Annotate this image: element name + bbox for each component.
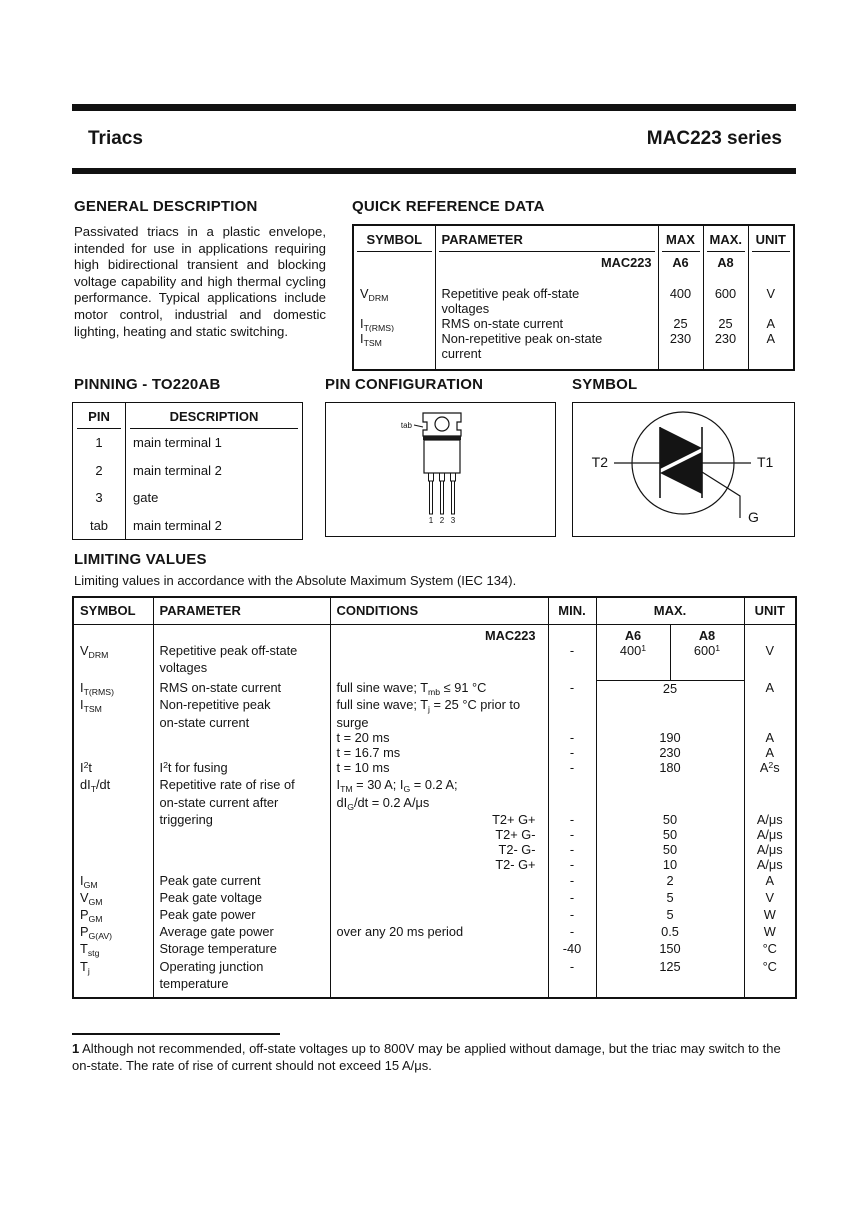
footnote <box>72 1041 796 1074</box>
cell-unit: W <box>744 907 796 924</box>
cell-conditions <box>330 907 548 924</box>
limiting-values-row <box>73 777 796 794</box>
cell-unit: A/μs <box>744 827 796 842</box>
limiting-values-row <box>73 857 796 872</box>
cell-max: 125 <box>596 959 744 976</box>
cell-conditions <box>330 890 548 907</box>
cell-parameter: Peak gate voltage <box>153 890 330 907</box>
cell-min <box>548 697 596 714</box>
quick-reference-table <box>352 224 795 371</box>
cell-max-a6 <box>658 302 703 316</box>
symbol-title: SYMBOL <box>572 376 638 393</box>
column-header-conditions: CONDITIONS <box>330 597 548 624</box>
cell-unit: $A^2s$ <box>744 760 796 777</box>
cell-min <box>548 777 596 794</box>
cell-min: - <box>548 924 596 941</box>
limiting-values-row <box>73 924 796 941</box>
cell-max: 50 <box>596 812 744 827</box>
limiting-values-row <box>73 730 796 745</box>
cell-max <box>596 697 744 714</box>
column-header-unit: UNIT <box>748 225 794 253</box>
cell-symbol <box>353 253 435 287</box>
to220-package-drawing <box>326 403 553 534</box>
cell-unit: A/μs <box>744 812 796 827</box>
cell-parameter: triggering <box>153 812 330 827</box>
cell-symbol: $V_{GM}$ <box>80 889 103 907</box>
quick-reference-row <box>353 287 794 302</box>
limiting-values-table-body <box>73 624 796 998</box>
cell-conditions: $I_{TM} = 30$ A; $I_G = 0.2$ A; <box>330 777 548 794</box>
doc-series-title: MAC223 series <box>646 128 782 149</box>
cell-parameter: Non-repetitive peak <box>153 697 330 714</box>
cell-max: 5 <box>596 890 744 907</box>
cell-unit <box>744 715 796 730</box>
quick-reference-table-body <box>353 253 794 370</box>
cell-min: - <box>548 907 596 924</box>
pinning-title: PINNING - TO220AB <box>74 376 221 393</box>
cell-min <box>548 795 596 812</box>
cell-symbol <box>73 660 153 675</box>
cell-symbol: $V_{DRM}$ <box>360 287 389 303</box>
general-description-title: GENERAL DESCRIPTION <box>74 198 258 215</box>
cell-max: 230 <box>596 745 744 760</box>
cell-conditions: MAC223 <box>330 624 548 643</box>
cell-unit: °C <box>744 959 796 976</box>
cell-max: 2 <box>596 873 744 890</box>
cell-symbol: $T_j$ <box>80 958 90 976</box>
cell-conditions: surge <box>330 715 548 730</box>
cell-min: - <box>548 812 596 827</box>
general-description-text: Passivated triacs in a plastic envelope, intended for use in applications requiring high bidirectional transient and blocking voltage capability and high thermal cycling performance. Typical applications include motor control, industrial and domestic lighting, heating and static switching. <box>74 224 326 339</box>
cell-min <box>548 624 596 643</box>
cell-min: - <box>548 730 596 745</box>
column-header-min: MIN. <box>548 597 596 624</box>
cell-parameter: Non-repetitive peak on-state <box>435 332 658 347</box>
cell-parameter: Repetitive rate of rise of <box>153 777 330 794</box>
cell-min: - <box>548 643 596 660</box>
cell-symbol <box>353 302 435 316</box>
cell-unit <box>744 795 796 812</box>
cell-conditions <box>330 959 548 976</box>
cell-parameter: RMS on-state current <box>435 317 658 332</box>
limiting-values-header-row <box>73 597 796 624</box>
limiting-values-title: LIMITING VALUES <box>74 551 207 568</box>
limiting-values-row <box>73 697 796 714</box>
cell-conditions: $dI_G/dt = 0.2$ A/μs <box>330 795 548 812</box>
cell-description: gate <box>126 485 303 513</box>
cell-parameter <box>153 842 330 857</box>
cell-max <box>596 795 744 812</box>
cell-unit: V <box>744 890 796 907</box>
column-header-unit: UNIT <box>744 597 796 624</box>
pinning-header-row <box>73 403 303 430</box>
cell-unit: A <box>748 332 794 347</box>
cell-max: 50 <box>596 827 744 842</box>
cell-max-a8: 230 <box>703 332 748 347</box>
pinning-row <box>73 485 303 513</box>
cell-conditions: T2- G+ <box>330 857 548 872</box>
column-header-parameter: PARAMETER <box>435 225 658 253</box>
cell-max: 190 <box>596 730 744 745</box>
cell-max-a6 <box>596 660 670 675</box>
cell-min <box>548 660 596 675</box>
quick-reference-row <box>353 347 794 370</box>
cell-pin: 2 <box>95 462 103 478</box>
cell-parameter <box>153 745 330 760</box>
cell-max: 5 <box>596 907 744 924</box>
cell-parameter: voltages <box>435 302 658 316</box>
cell-max: 180 <box>596 760 744 777</box>
cell-unit: A <box>744 745 796 760</box>
cell-unit: °C <box>744 941 796 958</box>
limiting-values-row <box>73 812 796 827</box>
limiting-values-subtitle: Limiting values in accordance with the Absolute Maximum System (IEC 134). <box>74 573 517 588</box>
cell-min: - <box>548 959 596 976</box>
cell-symbol <box>73 857 153 872</box>
terminal-label-t1: T1 <box>757 454 774 470</box>
quick-reference-row <box>353 253 794 287</box>
cell-pin: tab <box>89 517 109 533</box>
limiting-values-row <box>73 660 796 675</box>
cell-conditions <box>330 941 548 958</box>
cell-parameter: RMS on-state current <box>153 680 330 697</box>
cell-max <box>596 976 744 998</box>
cell-parameter: on-state current <box>153 715 330 730</box>
pinning-row <box>73 430 303 458</box>
cell-max-a6: A6 <box>596 624 670 643</box>
cell-symbol: $I_{TSM}$ <box>360 331 382 348</box>
cell-unit: A <box>748 317 794 332</box>
limiting-values-table <box>72 596 797 999</box>
cell-symbol <box>353 347 435 370</box>
limiting-values-row <box>73 795 796 812</box>
symbol-figure <box>572 402 795 537</box>
cell-description: main terminal 2 <box>126 512 303 540</box>
cell-unit: A <box>744 730 796 745</box>
cell-conditions: t = 10 ms <box>330 760 548 777</box>
header-rule <box>72 168 796 174</box>
cell-parameter: Repetitive peak off-state <box>153 643 330 660</box>
cell-conditions: t = 16.7 ms <box>330 745 548 760</box>
column-header-symbol: SYMBOL <box>73 597 153 624</box>
cell-parameter: on-state current after <box>153 795 330 812</box>
column-header-max-a6: MAX <box>658 225 703 253</box>
cell-unit <box>744 976 796 998</box>
pin-label-3: 3 <box>450 516 456 525</box>
quick-reference-title: QUICK REFERENCE DATA <box>352 198 545 215</box>
cell-conditions <box>330 873 548 890</box>
cell-max <box>596 777 744 794</box>
terminal-label-g: G <box>748 509 759 525</box>
cell-description: main terminal 2 <box>126 457 303 485</box>
cell-max-a8: 25 <box>703 317 748 332</box>
cell-symbol <box>73 842 153 857</box>
cell-max-a6 <box>658 347 703 370</box>
column-header-pin: PIN <box>73 403 126 430</box>
cell-conditions: T2+ G- <box>330 827 548 842</box>
pinning-row <box>73 512 303 540</box>
quick-reference-row <box>353 317 794 332</box>
cell-conditions: t = 20 ms <box>330 730 548 745</box>
cell-max-a8: $600^1$ <box>670 643 744 660</box>
limiting-values-row <box>73 976 796 998</box>
limiting-values-row <box>73 941 796 958</box>
cell-max: 150 <box>596 941 744 958</box>
cell-symbol <box>73 795 153 812</box>
pin-configuration-figure <box>325 402 556 537</box>
limiting-values-row <box>73 643 796 660</box>
cell-unit: A <box>744 873 796 890</box>
cell-symbol: $V_{DRM}$ <box>80 642 109 660</box>
column-header-max-a8: MAX. <box>703 225 748 253</box>
footnote-marker: 1 <box>72 1041 80 1056</box>
limiting-values-row <box>73 873 796 890</box>
cell-unit: A/μs <box>744 857 796 872</box>
cell-symbol <box>73 812 153 827</box>
cell-min: - <box>548 857 596 872</box>
cell-max: 50 <box>596 842 744 857</box>
cell-conditions: full sine wave; $T_{mb} \le 91$ °C <box>330 680 548 697</box>
cell-conditions <box>330 643 548 660</box>
cell-min: - <box>548 890 596 907</box>
cell-unit: V <box>748 287 794 302</box>
cell-parameter <box>153 857 330 872</box>
cell-conditions <box>330 660 548 675</box>
cell-symbol: $P_{GM}$ <box>80 906 103 924</box>
cell-conditions: full sine wave; $T_j = 25$ °C prior to <box>330 697 548 714</box>
pin-label-1: 1 <box>428 516 434 525</box>
cell-symbol: $I_{T(RMS)}$ <box>360 316 394 332</box>
pin-label-2: 2 <box>439 516 445 525</box>
cell-min: - <box>548 745 596 760</box>
cell-pin: 1 <box>95 435 103 451</box>
cell-min: - <box>548 827 596 842</box>
cell-max <box>596 715 744 730</box>
cell-parameter: MAC223 <box>435 253 658 287</box>
cell-unit <box>748 302 794 316</box>
cell-min: - <box>548 760 596 777</box>
quick-reference-header-row <box>353 225 794 253</box>
cell-symbol <box>73 745 153 760</box>
cell-symbol: $I_{TSM}$ <box>80 697 102 715</box>
cell-max-a6: 25 <box>658 317 703 332</box>
limiting-values-row <box>73 890 796 907</box>
cell-pin: 3 <box>95 490 103 506</box>
pinning-row <box>73 457 303 485</box>
cell-parameter: Average gate power <box>153 924 330 941</box>
cell-max-a8: A8 <box>703 253 748 287</box>
limiting-values-row <box>73 624 796 643</box>
cell-symbol: $T_{stg}$ <box>80 941 100 959</box>
column-header-description: DESCRIPTION <box>126 403 303 430</box>
cell-symbol: $I_{GM}$ <box>80 872 98 890</box>
cell-max: 0.5 <box>596 924 744 941</box>
cell-parameter: Peak gate current <box>153 873 330 890</box>
cell-unit: A <box>744 680 796 697</box>
footnote-rule <box>72 1033 280 1035</box>
cell-max-a6: 230 <box>658 332 703 347</box>
cell-min: - <box>548 680 596 697</box>
column-header-symbol: SYMBOL <box>353 225 435 253</box>
cell-max-a6: $400^1$ <box>596 643 670 660</box>
cell-symbol: $I_{T(RMS)}$ <box>80 680 114 698</box>
limiting-values-row <box>73 959 796 976</box>
cell-min: - <box>548 842 596 857</box>
cell-unit <box>744 697 796 714</box>
cell-parameter: Operating junction <box>153 959 330 976</box>
cell-parameter <box>153 730 330 745</box>
cell-max-a8: 600 <box>703 287 748 302</box>
cell-symbol <box>73 827 153 842</box>
cell-parameter <box>153 624 330 643</box>
cell-unit <box>748 347 794 370</box>
cell-symbol <box>73 715 153 730</box>
doc-header <box>72 128 796 150</box>
limiting-values-row <box>73 760 796 777</box>
cell-unit <box>744 660 796 675</box>
mounting-hole <box>435 417 449 431</box>
cell-max-a8 <box>670 660 744 675</box>
top-rule <box>72 104 796 111</box>
terminal-label-t2: T2 <box>591 454 608 470</box>
cell-parameter: $I^2t$ for fusing <box>153 760 330 777</box>
tab-label: tab <box>400 421 412 430</box>
cell-unit <box>744 777 796 794</box>
cell-min <box>548 715 596 730</box>
cell-max-a6: 400 <box>658 287 703 302</box>
cell-max-a8 <box>703 302 748 316</box>
triac-symbol-drawing <box>573 403 792 534</box>
cell-conditions: T2- G- <box>330 842 548 857</box>
cell-parameter: voltages <box>153 660 330 675</box>
cell-max-a6: A6 <box>658 253 703 287</box>
cell-parameter: Repetitive peak off-state <box>435 287 658 302</box>
cell-conditions <box>330 976 548 998</box>
cell-symbol <box>73 976 153 998</box>
pinning-table-body <box>73 430 303 540</box>
limiting-values-row <box>73 745 796 760</box>
cell-parameter: current <box>435 347 658 370</box>
limiting-values-row <box>73 680 796 697</box>
cell-max-a8: A8 <box>670 624 744 643</box>
cell-symbol <box>73 624 153 643</box>
limiting-values-row <box>73 827 796 842</box>
quick-reference-row <box>353 332 794 347</box>
footnote-text: Although not recommended, off-state voltages up to 800V may be applied without damage, but the triac may switch to the on-state. The rate of rise of current should not exceed 15 A/μs. <box>72 1041 781 1073</box>
limiting-values-row <box>73 842 796 857</box>
cell-parameter: Storage temperature <box>153 941 330 958</box>
cell-unit: V <box>744 643 796 660</box>
cell-unit: A/μs <box>744 842 796 857</box>
quick-reference-row <box>353 302 794 316</box>
cell-unit <box>748 253 794 287</box>
cell-conditions: T2+ G+ <box>330 812 548 827</box>
cell-min: - <box>548 873 596 890</box>
cell-parameter: temperature <box>153 976 330 998</box>
cell-min <box>548 976 596 998</box>
cell-parameter <box>153 827 330 842</box>
cell-max: 10 <box>596 857 744 872</box>
column-header-max: MAX. <box>596 597 744 624</box>
pinning-table <box>72 402 303 540</box>
cell-description: main terminal 1 <box>126 430 303 458</box>
cell-symbol: $dI_T/dt$ <box>80 777 111 795</box>
cell-min: -40 <box>548 941 596 958</box>
cell-max-a8 <box>703 347 748 370</box>
cell-unit <box>744 624 796 643</box>
cell-symbol: $I^2t$ <box>80 760 92 776</box>
cell-symbol <box>73 730 153 745</box>
limiting-values-row <box>73 907 796 924</box>
cell-max: 25 <box>596 680 744 697</box>
cell-conditions: over any 20 ms period <box>330 924 548 941</box>
doc-type-title: Triacs <box>88 128 143 149</box>
pin-configuration-title: PIN CONFIGURATION <box>325 376 484 393</box>
limiting-values-row <box>73 715 796 730</box>
cell-unit: W <box>744 924 796 941</box>
column-header-parameter: PARAMETER <box>153 597 330 624</box>
cell-parameter: Peak gate power <box>153 907 330 924</box>
cell-symbol: $P_{G(AV)}$ <box>80 924 113 942</box>
